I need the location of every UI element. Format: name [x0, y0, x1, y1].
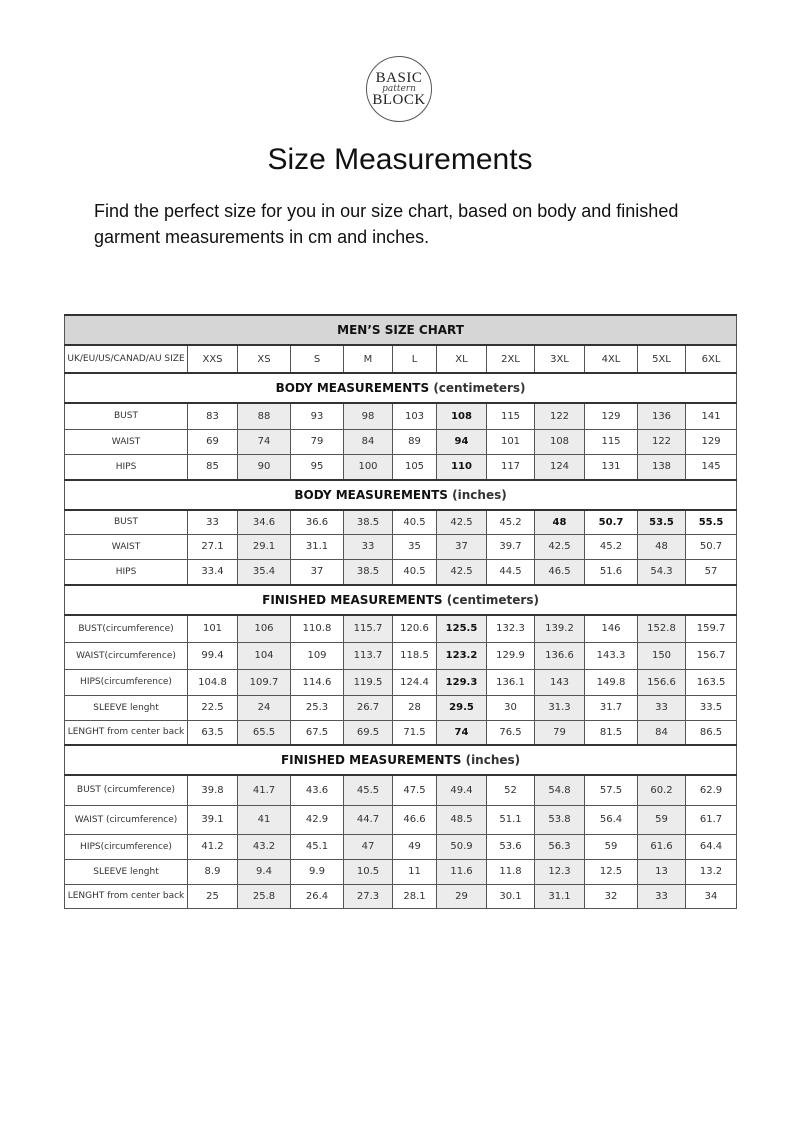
measurement-label: HIPS(circumference): [65, 834, 188, 859]
measurement-row: [65, 669, 737, 695]
measurement-value-6xl: 61.7: [686, 805, 737, 834]
section-unit-text: (centimeters): [433, 381, 526, 395]
measurement-value-2xl: 76.5: [487, 720, 535, 745]
intro-text: Find the perfect size for you in our size chart, based on body and finished garment measurements in cm and inches.: [94, 201, 679, 247]
measurement-value-5xl: 122: [638, 429, 686, 454]
measurement-label: SLEEVE lenght: [65, 859, 188, 884]
measurement-value-m: 98: [344, 403, 393, 429]
measurement-value-s: 114.6: [291, 669, 344, 695]
measurement-row: [65, 884, 737, 908]
measurement-value-4xl: 31.7: [585, 695, 638, 720]
measurement-value-m: 44.7: [344, 805, 393, 834]
measurement-value-5xl: 53.5: [638, 510, 686, 534]
measurement-value-xs: 41.7: [238, 775, 291, 805]
measurement-value-xxs: 33.4: [188, 559, 238, 585]
measurement-value-m: 27.3: [344, 884, 393, 908]
measurement-row: [65, 454, 737, 480]
measurement-value-xxs: 8.9: [188, 859, 238, 884]
measurement-value-m: 69.5: [344, 720, 393, 745]
measurement-label: HIPS: [65, 454, 188, 480]
measurement-value-xxs: 85: [188, 454, 238, 480]
measurement-value-5xl: 136: [638, 403, 686, 429]
measurement-label: SLEEVE lenght: [65, 695, 188, 720]
measurement-value-m: 10.5: [344, 859, 393, 884]
measurement-value-2xl: 51.1: [487, 805, 535, 834]
measurement-value-4xl: 129: [585, 403, 638, 429]
measurement-label: BUST (circumference): [65, 775, 188, 805]
measurement-value-xs: 41: [238, 805, 291, 834]
measurement-value-6xl: 34: [686, 884, 737, 908]
measurement-value-xl: 110: [437, 454, 487, 480]
measurement-label: WAIST: [65, 534, 188, 559]
measurement-value-s: 93: [291, 403, 344, 429]
size-header-2xl: 2XL: [487, 345, 535, 373]
measurement-value-5xl: 48: [638, 534, 686, 559]
measurement-value-xl: 108: [437, 403, 487, 429]
page-title: Size Measurements: [267, 143, 533, 176]
measurement-row: [65, 695, 737, 720]
measurement-value-3xl: 31.3: [535, 695, 585, 720]
measurement-value-2xl: 117: [487, 454, 535, 480]
measurement-value-4xl: 57.5: [585, 775, 638, 805]
measurement-value-6xl: 129: [686, 429, 737, 454]
measurement-value-4xl: 146: [585, 615, 638, 642]
measurement-value-xl: 125.5: [437, 615, 487, 642]
measurement-value-4xl: 56.4: [585, 805, 638, 834]
measurement-value-3xl: 48: [535, 510, 585, 534]
size-header-5xl: 5XL: [638, 345, 686, 373]
measurement-value-xxs: 83: [188, 403, 238, 429]
measurement-label: WAIST (circumference): [65, 805, 188, 834]
measurement-value-2xl: 52: [487, 775, 535, 805]
measurement-value-l: 89: [393, 429, 437, 454]
measurement-row: [65, 403, 737, 429]
measurement-value-xs: 35.4: [238, 559, 291, 585]
measurement-value-l: 40.5: [393, 559, 437, 585]
size-header-xxs: XXS: [188, 345, 238, 373]
measurement-value-l: 46.6: [393, 805, 437, 834]
size-header-row: [65, 345, 737, 373]
measurement-value-xl: 42.5: [437, 510, 487, 534]
measurement-value-xs: 65.5: [238, 720, 291, 745]
measurement-value-2xl: 30.1: [487, 884, 535, 908]
measurement-value-s: 109: [291, 642, 344, 669]
measurement-label: HIPS(circumference): [65, 669, 188, 695]
measurement-value-3xl: 42.5: [535, 534, 585, 559]
measurement-value-m: 119.5: [344, 669, 393, 695]
measurement-value-xl: 123.2: [437, 642, 487, 669]
measurement-row: [65, 429, 737, 454]
measurement-value-4xl: 149.8: [585, 669, 638, 695]
measurement-label: BUST: [65, 403, 188, 429]
measurement-value-xl: 94: [437, 429, 487, 454]
measurement-value-4xl: 131: [585, 454, 638, 480]
measurement-value-2xl: 30: [487, 695, 535, 720]
measurement-value-l: 35: [393, 534, 437, 559]
measurement-value-6xl: 141: [686, 403, 737, 429]
measurement-value-l: 103: [393, 403, 437, 429]
logo-word-block: BLOCK: [372, 92, 426, 108]
section-unit-text: (inches): [465, 753, 521, 767]
section-title-text: FINISHED MEASUREMENTS: [280, 753, 462, 767]
measurement-value-4xl: 45.2: [585, 534, 638, 559]
measurement-label: HIPS: [65, 559, 188, 585]
measurement-value-3xl: 108: [535, 429, 585, 454]
section-unit-text: (centimeters): [446, 593, 539, 607]
section-header-row: [65, 585, 737, 615]
measurement-value-m: 33: [344, 534, 393, 559]
measurement-value-3xl: 12.3: [535, 859, 585, 884]
measurement-value-m: 100: [344, 454, 393, 480]
measurement-value-2xl: 115: [487, 403, 535, 429]
measurement-value-4xl: 115: [585, 429, 638, 454]
measurement-value-m: 45.5: [344, 775, 393, 805]
measurement-value-l: 120.6: [393, 615, 437, 642]
measurement-value-xxs: 22.5: [188, 695, 238, 720]
measurement-value-3xl: 54.8: [535, 775, 585, 805]
measurement-row: [65, 559, 737, 585]
measurement-value-l: 11: [393, 859, 437, 884]
measurement-label: WAIST(circumference): [65, 642, 188, 669]
measurement-value-6xl: 145: [686, 454, 737, 480]
size-header-label: UK/EU/US/CANAD/AU SIZE: [65, 345, 188, 373]
measurement-value-3xl: 139.2: [535, 615, 585, 642]
measurement-value-6xl: 13.2: [686, 859, 737, 884]
measurement-value-xs: 43.2: [238, 834, 291, 859]
measurement-value-2xl: 129.9: [487, 642, 535, 669]
measurement-value-l: 28: [393, 695, 437, 720]
measurement-value-3xl: 79: [535, 720, 585, 745]
measurement-value-l: 40.5: [393, 510, 437, 534]
measurement-value-6xl: 163.5: [686, 669, 737, 695]
measurement-value-s: 45.1: [291, 834, 344, 859]
measurement-value-5xl: 13: [638, 859, 686, 884]
measurement-value-2xl: 136.1: [487, 669, 535, 695]
measurement-value-6xl: 57: [686, 559, 737, 585]
measurement-value-4xl: 59: [585, 834, 638, 859]
measurement-value-xl: 37: [437, 534, 487, 559]
measurement-value-m: 115.7: [344, 615, 393, 642]
size-chart-table: [64, 314, 737, 909]
measurement-value-xs: 29.1: [238, 534, 291, 559]
measurement-value-s: 25.3: [291, 695, 344, 720]
measurement-value-xl: 74: [437, 720, 487, 745]
measurement-value-s: 9.9: [291, 859, 344, 884]
measurement-value-xl: 49.4: [437, 775, 487, 805]
measurement-value-m: 38.5: [344, 510, 393, 534]
measurement-value-6xl: 156.7: [686, 642, 737, 669]
measurement-value-xs: 25.8: [238, 884, 291, 908]
chart-title: MEN’S SIZE CHART: [65, 315, 737, 345]
measurement-value-s: 67.5: [291, 720, 344, 745]
size-header-s: S: [291, 345, 344, 373]
measurement-value-xl: 48.5: [437, 805, 487, 834]
size-header-4xl: 4XL: [585, 345, 638, 373]
measurement-value-xxs: 104.8: [188, 669, 238, 695]
chart-title-row: [65, 315, 737, 345]
section-title-text: FINISHED MEASUREMENTS: [262, 593, 443, 607]
measurement-value-xs: 90: [238, 454, 291, 480]
measurement-value-6xl: 33.5: [686, 695, 737, 720]
measurement-value-5xl: 60.2: [638, 775, 686, 805]
measurement-value-5xl: 33: [638, 884, 686, 908]
measurement-value-4xl: 12.5: [585, 859, 638, 884]
measurement-value-xs: 106: [238, 615, 291, 642]
measurement-value-s: 79: [291, 429, 344, 454]
measurement-value-m: 84: [344, 429, 393, 454]
measurement-value-xxs: 41.2: [188, 834, 238, 859]
measurement-value-xxs: 99.4: [188, 642, 238, 669]
measurement-value-l: 124.4: [393, 669, 437, 695]
measurement-value-xxs: 27.1: [188, 534, 238, 559]
measurement-value-l: 118.5: [393, 642, 437, 669]
measurement-row: [65, 775, 737, 805]
measurement-value-m: 26.7: [344, 695, 393, 720]
measurement-row: [65, 642, 737, 669]
measurement-row: [65, 834, 737, 859]
section-title: [65, 585, 737, 615]
measurement-row: [65, 859, 737, 884]
measurement-value-l: 47.5: [393, 775, 437, 805]
measurement-value-4xl: 32: [585, 884, 638, 908]
measurement-value-s: 37: [291, 559, 344, 585]
measurement-value-6xl: 50.7: [686, 534, 737, 559]
section-header-row: [65, 373, 737, 403]
section-header-row: [65, 480, 737, 510]
measurement-value-6xl: 159.7: [686, 615, 737, 642]
measurement-value-5xl: 152.8: [638, 615, 686, 642]
measurement-value-xl: 50.9: [437, 834, 487, 859]
measurement-value-s: 31.1: [291, 534, 344, 559]
size-header-m: M: [344, 345, 393, 373]
measurement-row: [65, 805, 737, 834]
section-title: [65, 373, 737, 403]
measurement-value-5xl: 84: [638, 720, 686, 745]
section-title: [65, 745, 737, 775]
measurement-value-xs: 109.7: [238, 669, 291, 695]
measurement-value-xxs: 69: [188, 429, 238, 454]
measurement-value-2xl: 11.8: [487, 859, 535, 884]
measurement-value-xs: 104: [238, 642, 291, 669]
measurement-value-2xl: 39.7: [487, 534, 535, 559]
measurement-label: BUST: [65, 510, 188, 534]
measurement-value-6xl: 86.5: [686, 720, 737, 745]
measurement-value-6xl: 64.4: [686, 834, 737, 859]
measurement-value-3xl: 136.6: [535, 642, 585, 669]
measurement-value-xxs: 39.1: [188, 805, 238, 834]
size-header-xs: XS: [238, 345, 291, 373]
logo-word-pattern: pattern: [382, 84, 416, 94]
measurement-label: LENGHT from center back: [65, 720, 188, 745]
size-header-3xl: 3XL: [535, 345, 585, 373]
section-header-row: [65, 745, 737, 775]
measurement-value-xxs: 63.5: [188, 720, 238, 745]
measurement-value-xl: 29.5: [437, 695, 487, 720]
measurement-value-3xl: 124: [535, 454, 585, 480]
measurement-value-xs: 88: [238, 403, 291, 429]
measurement-value-l: 49: [393, 834, 437, 859]
measurement-value-xxs: 33: [188, 510, 238, 534]
measurement-row: [65, 615, 737, 642]
measurement-value-4xl: 143.3: [585, 642, 638, 669]
measurement-value-3xl: 46.5: [535, 559, 585, 585]
measurement-value-xs: 34.6: [238, 510, 291, 534]
logo-word-basic: BASIC: [375, 70, 423, 86]
measurement-value-l: 71.5: [393, 720, 437, 745]
measurement-value-s: 95: [291, 454, 344, 480]
measurement-value-3xl: 56.3: [535, 834, 585, 859]
measurement-value-2xl: 132.3: [487, 615, 535, 642]
measurement-value-xl: 129.3: [437, 669, 487, 695]
measurement-value-5xl: 156.6: [638, 669, 686, 695]
measurement-value-5xl: 138: [638, 454, 686, 480]
measurement-value-6xl: 55.5: [686, 510, 737, 534]
measurement-label: LENGHT from center back: [65, 884, 188, 908]
measurement-value-m: 38.5: [344, 559, 393, 585]
measurement-label: BUST(circumference): [65, 615, 188, 642]
measurement-value-xs: 24: [238, 695, 291, 720]
measurement-value-s: 26.4: [291, 884, 344, 908]
measurement-value-2xl: 44.5: [487, 559, 535, 585]
measurement-value-xs: 74: [238, 429, 291, 454]
measurement-value-2xl: 53.6: [487, 834, 535, 859]
measurement-value-xl: 29: [437, 884, 487, 908]
measurement-value-4xl: 81.5: [585, 720, 638, 745]
measurement-value-l: 28.1: [393, 884, 437, 908]
section-title-text: BODY MEASUREMENTS: [275, 381, 430, 395]
measurement-value-s: 36.6: [291, 510, 344, 534]
measurement-value-3xl: 53.8: [535, 805, 585, 834]
measurement-row: [65, 720, 737, 745]
measurement-value-6xl: 62.9: [686, 775, 737, 805]
measurement-value-5xl: 54.3: [638, 559, 686, 585]
measurement-value-xxs: 39.8: [188, 775, 238, 805]
measurement-value-l: 105: [393, 454, 437, 480]
measurement-value-xxs: 101: [188, 615, 238, 642]
measurement-value-xl: 11.6: [437, 859, 487, 884]
measurement-value-3xl: 31.1: [535, 884, 585, 908]
measurement-value-5xl: 61.6: [638, 834, 686, 859]
measurement-value-5xl: 150: [638, 642, 686, 669]
measurement-value-5xl: 59: [638, 805, 686, 834]
measurement-value-m: 113.7: [344, 642, 393, 669]
measurement-label: WAIST: [65, 429, 188, 454]
measurement-value-2xl: 45.2: [487, 510, 535, 534]
measurement-value-m: 47: [344, 834, 393, 859]
section-unit-text: (inches): [452, 488, 507, 502]
measurement-value-s: 43.6: [291, 775, 344, 805]
brand-logo: [366, 56, 432, 122]
section-title-text: BODY MEASUREMENTS: [294, 488, 448, 502]
measurement-value-5xl: 33: [638, 695, 686, 720]
measurement-row: [65, 534, 737, 559]
measurement-value-s: 110.8: [291, 615, 344, 642]
size-header-l: L: [393, 345, 437, 373]
measurement-row: [65, 510, 737, 534]
size-header-6xl: 6XL: [686, 345, 737, 373]
measurement-value-3xl: 122: [535, 403, 585, 429]
measurement-value-xl: 42.5: [437, 559, 487, 585]
measurement-value-s: 42.9: [291, 805, 344, 834]
measurement-value-3xl: 143: [535, 669, 585, 695]
measurement-value-xs: 9.4: [238, 859, 291, 884]
measurement-value-4xl: 51.6: [585, 559, 638, 585]
measurement-value-2xl: 101: [487, 429, 535, 454]
measurement-value-4xl: 50.7: [585, 510, 638, 534]
size-header-xl: XL: [437, 345, 487, 373]
section-title: [65, 480, 737, 510]
measurement-value-xxs: 25: [188, 884, 238, 908]
